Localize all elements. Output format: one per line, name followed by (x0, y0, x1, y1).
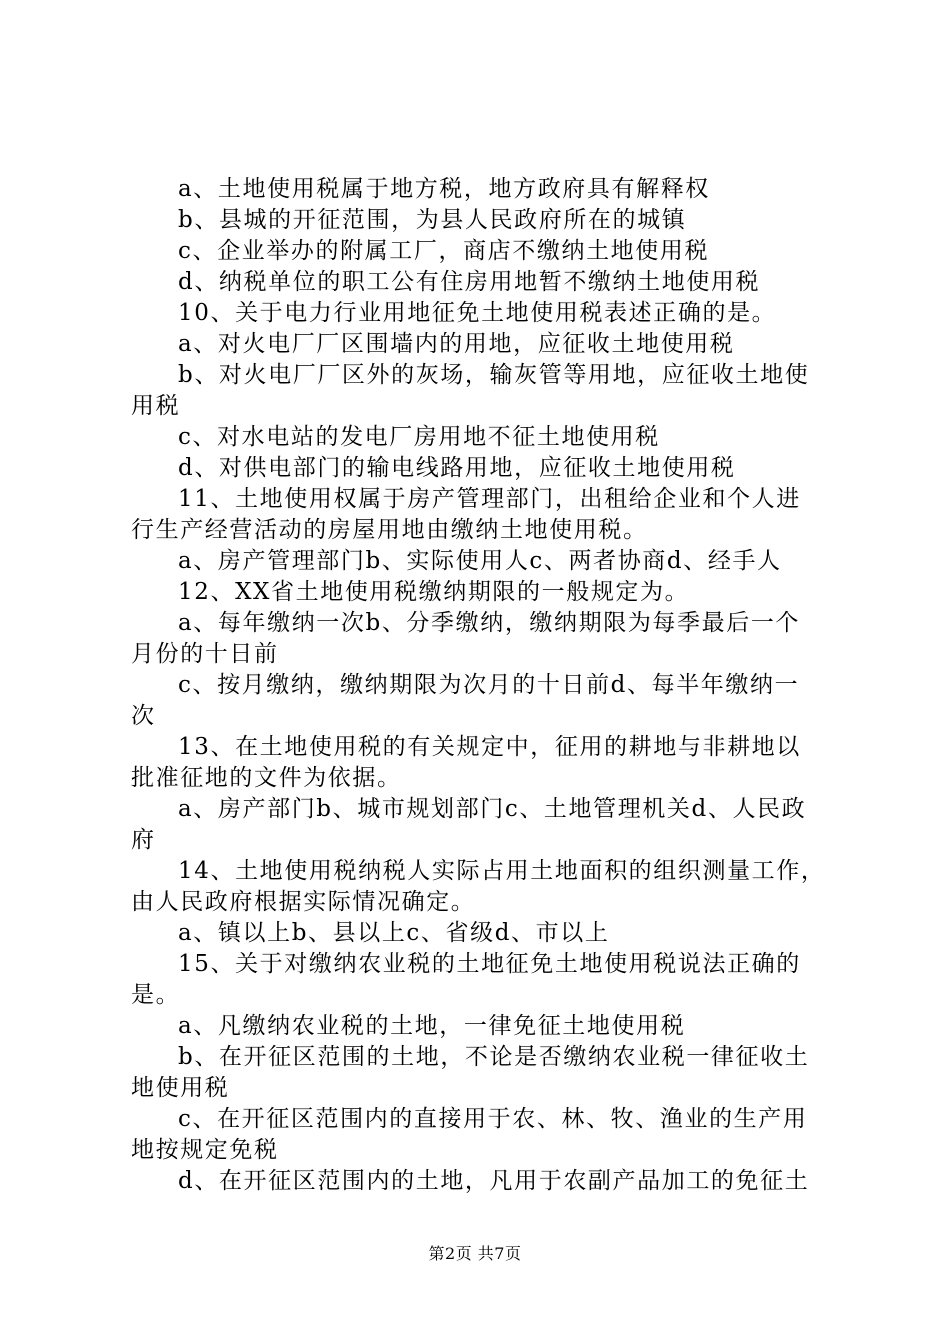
page-number-footer: 第2页 共7页 (428, 1244, 522, 1263)
text-line: a、凡缴纳农业税的土地，一律免征土地使用税 (178, 1013, 686, 1039)
text-line: b、县城的开征范围，为县人民政府所在的城镇 (178, 207, 687, 233)
text-line: 批准征地的文件为依据。 (131, 765, 402, 791)
question-heading: 12、XX省土地使用税缴纳期限的一般规定为。 (178, 579, 690, 605)
text-line: d、在开征区范围内的土地，凡用于农副产品加工的免征土 (178, 1168, 810, 1194)
text-line: a、对火电厂厂区围墙内的用地，应征收土地使用税 (178, 331, 735, 357)
text-line: b、对火电厂厂区外的灰场，输灰管等用地，应征收土地使 (178, 362, 810, 388)
text-line: c、企业举办的附属工厂，商店不缴纳土地使用税 (178, 238, 710, 264)
text-line: c、按月缴纳，缴纳期限为次月的十日前d、每半年缴纳一 (178, 672, 800, 698)
text-line: a、房产部门b、城市规划部门c、土地管理机关d、人民政 (178, 796, 807, 822)
question-heading: 13、在土地使用税的有关规定中，征用的耕地与非耕地以 (178, 734, 801, 760)
question-heading: 15、关于对缴纳农业税的土地征免土地使用税说法正确的 (178, 951, 801, 977)
text-line: a、土地使用税属于地方税，地方政府具有解释权 (178, 176, 710, 202)
text-line: c、在开征区范围内的直接用于农、林、牧、渔业的生产用 (178, 1106, 808, 1132)
text-line: d、对供电部门的输电线路用地，应征收土地使用税 (178, 455, 736, 481)
text-line: b、在开征区范围的土地，不论是否缴纳农业税一律征收土 (178, 1044, 810, 1070)
text-line: a、房产管理部门b、实际使用人c、两者协商d、经手人 (178, 548, 782, 574)
text-line: 次 (131, 703, 156, 729)
question-heading: 11、土地使用权属于房产管理部门，出租给企业和个人进 (178, 486, 801, 512)
text-line: 由人民政府根据实际情况确定。 (131, 889, 476, 915)
text-line: 地按规定免税 (131, 1137, 279, 1163)
text-line: a、镇以上b、县以上c、省级d、市以上 (178, 920, 610, 946)
text-line: 地使用税 (131, 1075, 230, 1101)
text-line: 府 (131, 827, 156, 853)
text-line: 用税 (131, 393, 181, 419)
text-line: 月份的十日前 (131, 641, 279, 667)
question-heading: 14、土地使用税纳税人实际占用土地面积的组织测量工作， (178, 858, 826, 884)
text-line: 是。 (131, 982, 181, 1008)
text-line: a、每年缴纳一次b、分季缴纳，缴纳期限为每季最后一个 (178, 610, 801, 636)
text-line: c、对水电站的发电厂房用地不征土地使用税 (178, 424, 660, 450)
text-line: 行生产经营活动的房屋用地由缴纳土地使用税。 (131, 517, 648, 543)
question-heading: 10、关于电力行业用地征免土地使用税表述正确的是。 (178, 300, 777, 326)
text-line: d、纳税单位的职工公有住房用地暂不缴纳土地使用税 (178, 269, 761, 295)
